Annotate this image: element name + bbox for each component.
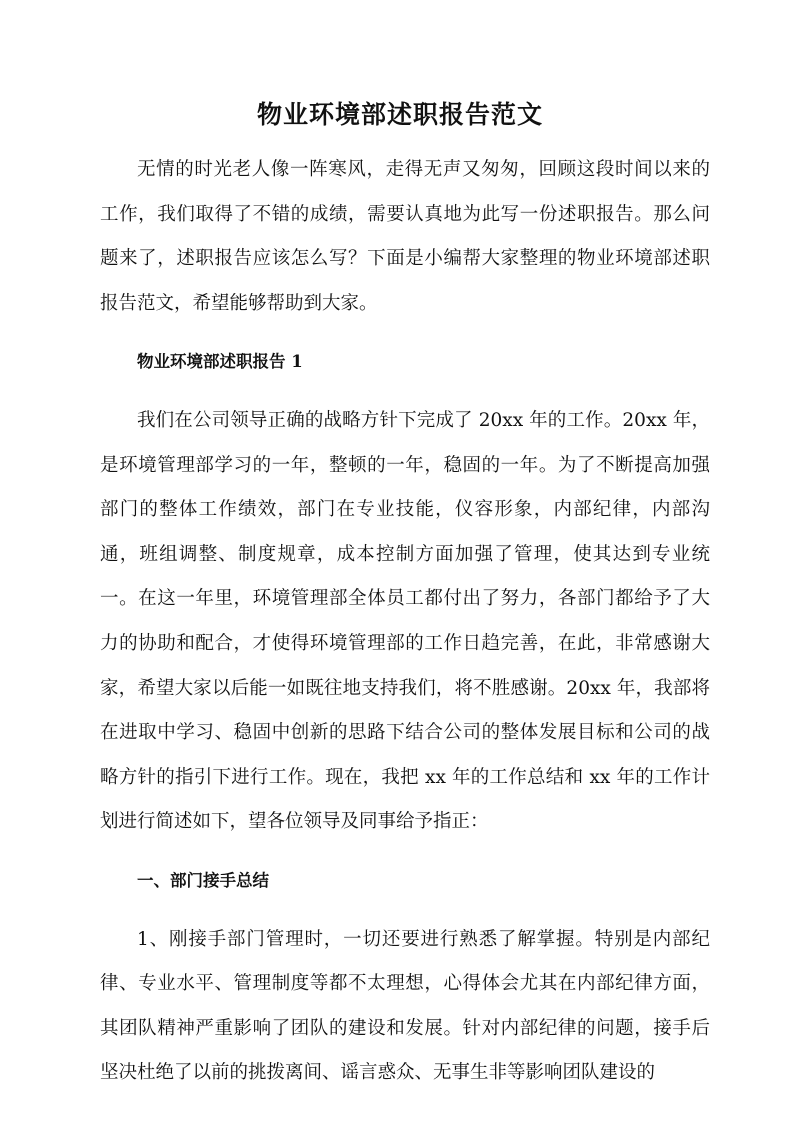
list-item-paragraph: 1、刚接手部门管理时，一切还要进行熟悉了解掌握。特别是内部纪律、专业水平、管理制度等都不太理想，心得体会尤其在内部纪律方面，其团队精神严重影响了团队的建设和发展。针对内部纪律的问题，接手后坚决杜绝了以前的挑拨离间、谣言惑众、无事生非等影响团队建设的 (100, 928, 710, 1084)
document-body (100, 148, 710, 1096)
document-title: 物业环境部述职报告范文 (256, 100, 543, 129)
section-heading: 物业环境部述职报告 1 (137, 352, 303, 372)
section-paragraph: 我们在公司领导正确的战略方针下完成了 20xx 年的工作。20xx 年，是环境管理部学习的一年，整顿的一年，稳固的一年。为了不断提高加强部门的整体工作绩效，部门在专业技能，仪容形象，内部纪律，内部沟通，班组调整、制度规章，成本控制方面加强了管理，使其达到专业统一。在这一年里，环境管理部全体员工都付出了努力，各部门都给予了大力的协助和配合，才使得环境管理部的工作日趋完善，在此，非常感谢大家，希望大家以后能一如既往地支持我们，将不胜感谢。20xx 年，我部将在进取中学习、稳固中创新的思路下结合公司的整体发展目标和公司的战略方针的指引下进行工作。现在，我把 xx 年的工作总结和 xx 年的工作计划进行简述如下，望各位领导及同事给予指正： (100, 409, 710, 833)
subheading: 一、部门接手总结 (137, 870, 269, 890)
paragraph-gap (100, 385, 710, 399)
paragraph-gap (100, 904, 710, 918)
intro-paragraph: 无情的时光老人像一阵寒风，走得无声又匆匆，回顾这段时间以来的工作，我们取得了不错的成绩，需要认真地为此写一份述职报告。那么问题来了，述职报告应该怎么写？下面是小编帮大家整理的物业环境部述职报告范文，希望能够帮助到大家。 (100, 159, 710, 314)
paragraph-gap (100, 845, 710, 859)
paragraph-gap (100, 326, 710, 340)
